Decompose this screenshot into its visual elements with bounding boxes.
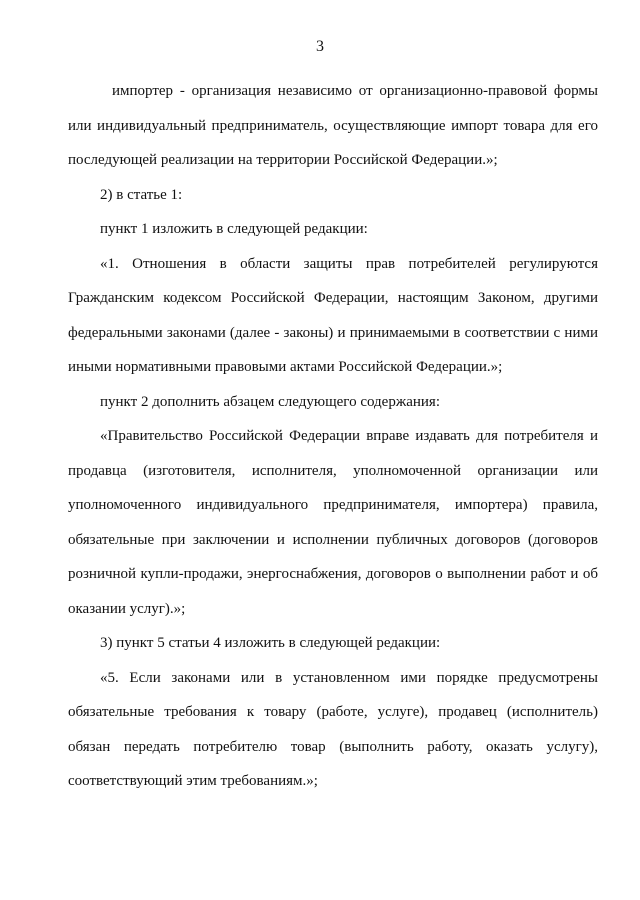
paragraph-article-4-heading: 3) пункт 5 статьи 4 изложить в следующей редакции: — [100, 635, 441, 651]
paragraph-point-1-intro: пункт 1 изложить в следующей редакции: — [100, 221, 368, 237]
page-number: 3 — [316, 38, 324, 55]
paragraph-point-2-text: «Правительство Российской Федерации вправе издавать для потребителя и продавца (изготовителя, исполнителя, уполномоченной организации или уполномоченного индивидуального предпринимателя, импортера) правила, обязательные при заключении и исполнении публичных договоров (договоров розничной купли-продажи, энергоснабжения, договоров о выполнении работ и об оказании услуг).»; — [68, 428, 598, 617]
document-body — [68, 74, 598, 799]
paragraph-point-5-text: «5. Если законами или в установленном ими порядке предусмотрены обязательные требования к товару (работе, услуге), продавец (исполнитель) обязан передать потребителю товар (выполнить работу, оказать услугу), соответствующий этим требованиям.»; — [68, 669, 598, 789]
paragraph-article-1-heading: 2) в статье 1: — [100, 186, 183, 203]
paragraph-importer-definition: импортер - организация независимо от организационно-правовой формы или индивидуальный предприниматель, осуществляющие импорт товара для его последующей реализации на территории Российской Федерации.»; — [68, 83, 598, 168]
paragraph-point-2-intro: пункт 2 дополнить абзацем следующего содержания: — [100, 393, 440, 410]
paragraph-point-1-text: «1. Отношения в области защиты прав потребителей регулируются Гражданским кодексом Российской Федерации, настоящим Законом, другими федеральными законами (далее - законы) и принимаемыми в соответствии с ними иными нормативными правовыми актами Российской Федерации.»; — [68, 255, 598, 375]
